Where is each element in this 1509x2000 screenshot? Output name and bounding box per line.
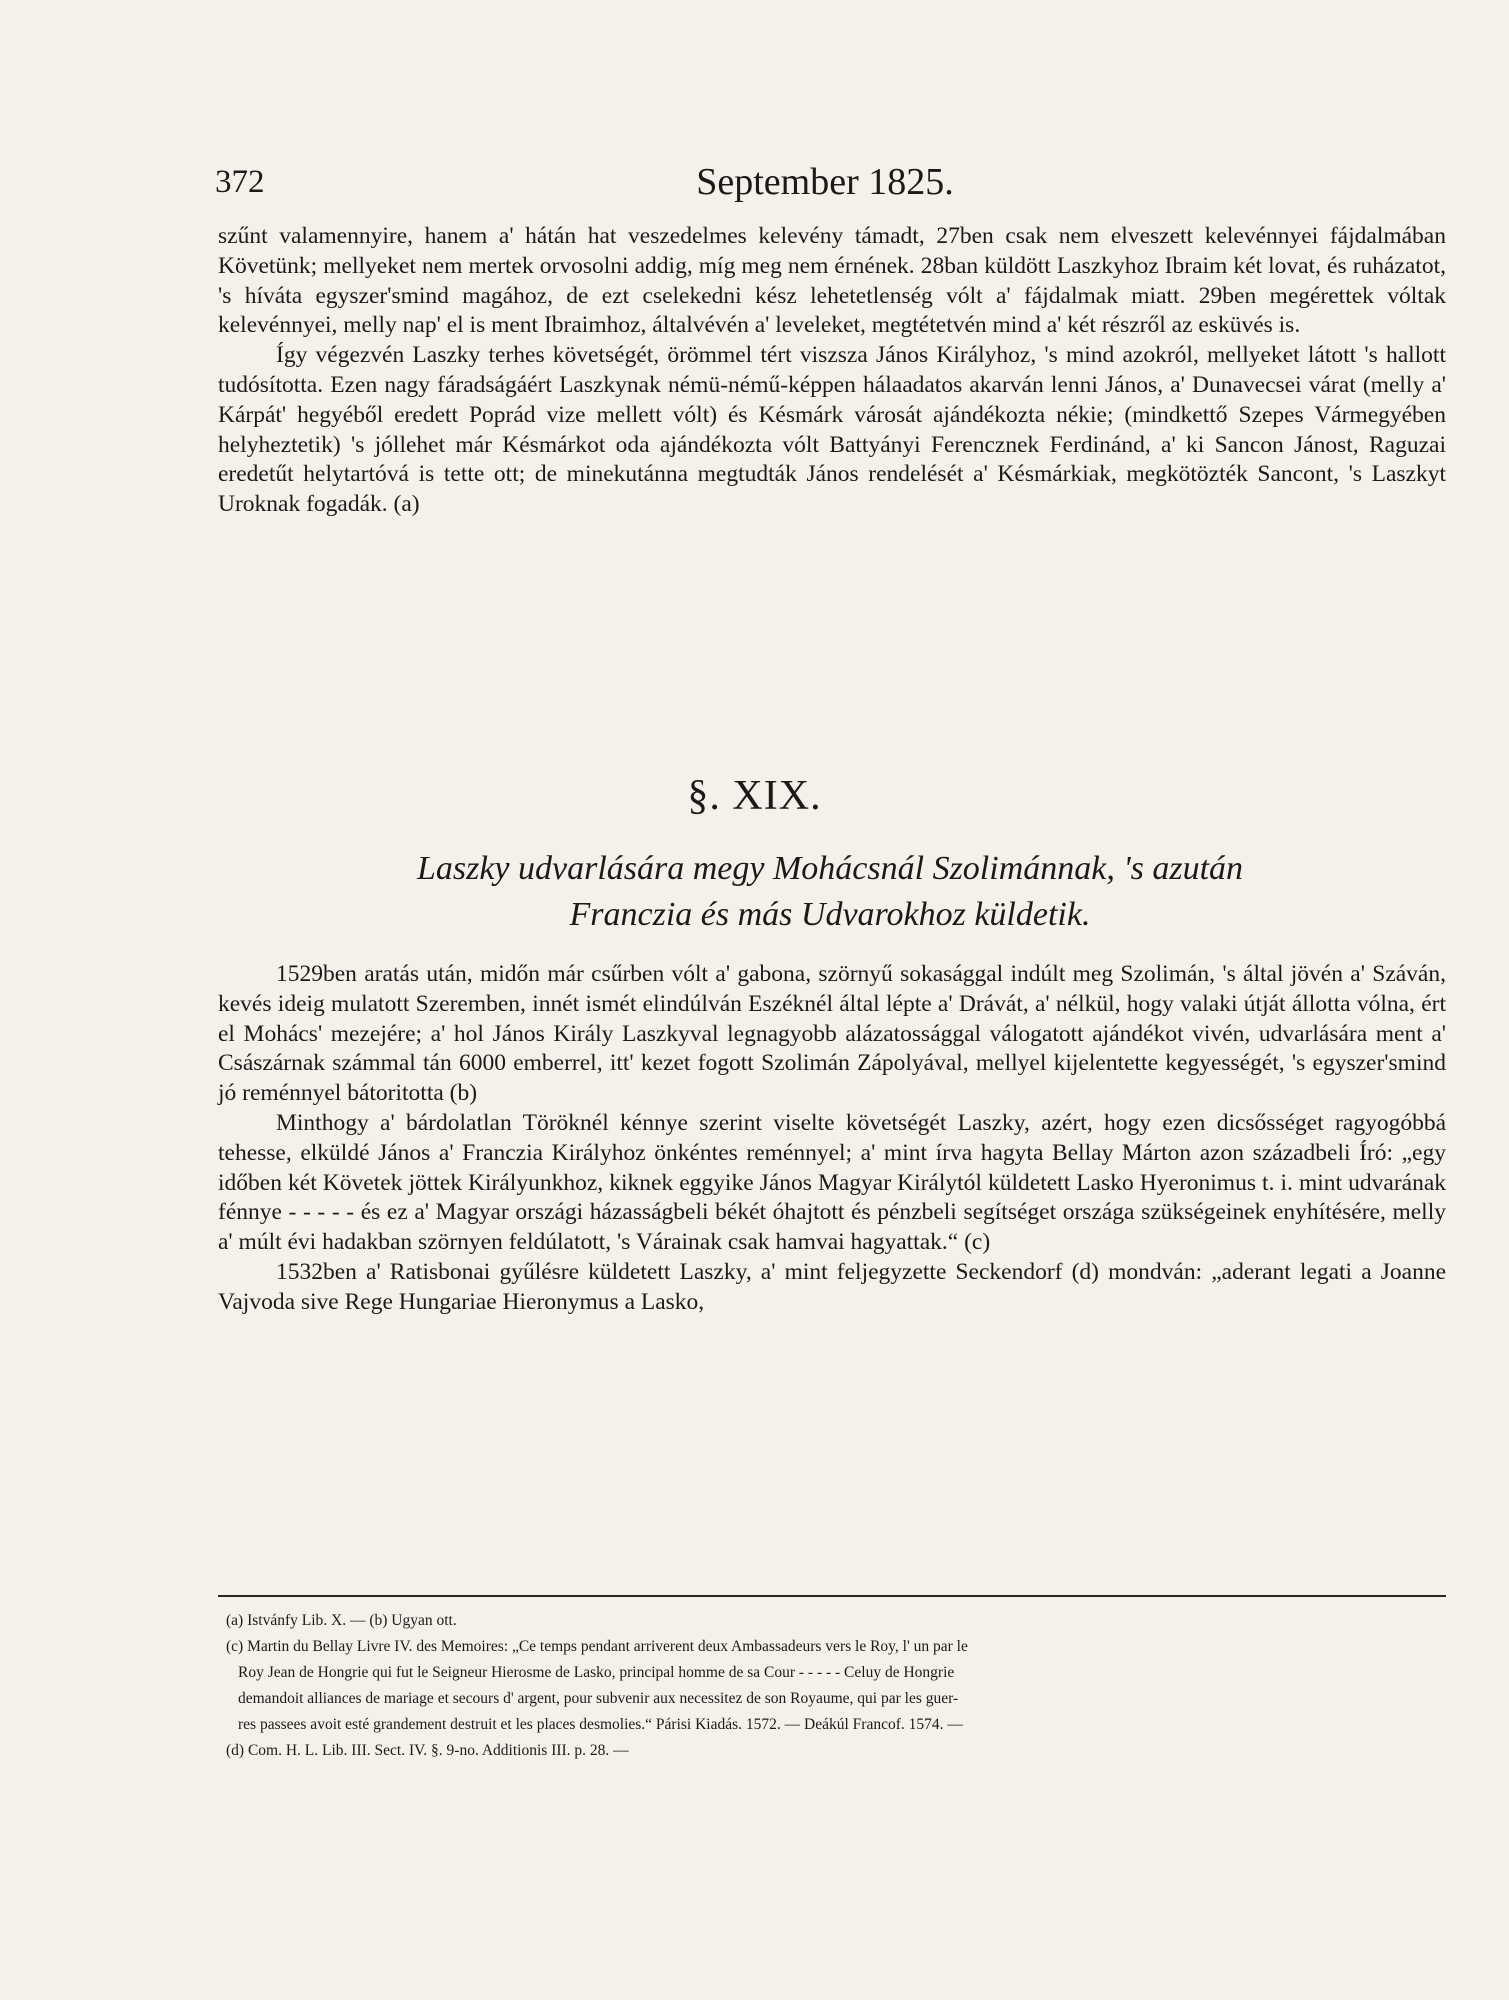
section-title-line: Laszky udvarlására megy Mohácsnál Szolimánnak, 's azután bbox=[416, 850, 1244, 887]
running-title: September 1825. bbox=[696, 161, 954, 203]
text-block-bottom bbox=[218, 960, 1446, 1318]
paragraph: Így végezvén Laszky terhes követségét, örömmel tért viszsza János Királyhoz, 's mind azokról, mellyeket látott 's hallott tudósította. Ezen nagy fáradságáért Laszkynak némü-némű-képpen hálaadatos akarván lenni János, a' Dunavecsei várat (melly a' Kárpát' hegyéből eredett Poprád vize mellett vólt) és Késmárk városát ajándékozta nékie; (mindkettő Szepes Vármegyében helyheztetik) 's jóllehet már Késmárkot oda ajándékozta vólt Battyányi Ferencznek Ferdinánd, a' ki Sancon Jánost, Raguzai eredetűt helytartóvá is tette ott; de minekutánna megtudták János rendelését a' Késmárkiak, megkötözték Sancont, 's Laszkyt Uroknak fogadák. (a) bbox=[218, 342, 1446, 518]
footnotes bbox=[226, 1608, 1444, 1764]
page-header bbox=[215, 160, 1435, 220]
footnote-line: Roy Jean de Hongrie qui fut le Seigneur Hierosme de Lasko, principal homme de sa Cour - - - - - Celuy de Hongrie bbox=[238, 1664, 955, 1681]
footnote-line: demandoit alliances de mariage et secours d' argent, pour subvenir aux necessitez de son Royaume, qui par les guer- bbox=[238, 1690, 959, 1707]
paragraph: Minthogy a' bárdolatlan Töröknél kénnye szerint viselte követségét Laszky, azért, hogy ezen dicsősséget ragyogóbbá tehesse, elküldé János a' Franczia Királyhoz önkéntes reménnyel; a' mint írva hagyta Bellay Márton azon századbeli Író: „egy időben két Követek jöttek Királyunkhoz, kiknek eggyike János Magyar Királytól küldetett Lasko Hyeronimus t. i. mint udvarának fénnye - - - - - és ez a' Magyar országi házasságbeli békét óhajtott és pénzbeli segítséget országa szükségeinek enyhítésére, melly a' múlt évi hadakban szörnyen feldúlatott, 's Várainak csak hamvai hagyattak.“ (c) bbox=[218, 1109, 1446, 1256]
footnote: (c) Martin du Bellay Livre IV. des Memoires: „Ce temps pendant arriverent deux Ambassadeurs vers le Roy, l' un par le bbox=[226, 1638, 968, 1655]
paragraph: 1532ben a' Ratisbonai gyűlésre küldetett Laszky, a' mint feljegyzette Seckendorf (d) mondván: „aderant legati a Joanne Vajvoda sive Rege Hungariae Hieronymus a Lasko, bbox=[218, 1258, 1446, 1315]
paragraph-continuation: szűnt valamennyire, hanem a' hátán hat veszedelmes kelevény támadt, 27ben csak nem elveszett kelevénnyei fájdalmában Követünk; mellyeket nem mertek orvosolni addig, míg meg nem érnének. 28ban küldött Laszkyhoz Ibraim két lovat, és ruházatot, 's híváta egyszer'smind magához, de ezt cselekedni kész lehetetlenség vólt a' fájdalmak miatt. 29ben megérettek vóltak kelevénnyei, melly nap' el is ment Ibraimhoz, általvévén a' leveleket, megtétetvén mind a' két részről az esküvés is. bbox=[218, 223, 1446, 339]
text-block-top bbox=[218, 222, 1446, 520]
footnote-divider bbox=[218, 1595, 1446, 1597]
footnote: (d) Com. H. L. Lib. III. Sect. IV. §. 9-no. Additionis III. p. 28. — bbox=[226, 1742, 629, 1759]
section-title-line: Franczia és más Udvarokhoz küldetik. bbox=[569, 896, 1091, 933]
section-number: §. XIX. bbox=[687, 773, 822, 819]
footnote: (a) Istvánfy Lib. X. — (b) Ugyan ott. bbox=[226, 1612, 457, 1629]
page-number: 372 bbox=[215, 164, 265, 200]
paragraph: 1529ben aratás után, midőn már csűrben vólt a' gabona, szörnyű sokasággal indúlt meg Szolimán, 's által jövén a' Száván, kevés ideig mulatott Szeremben, innét ismét elindúlván Eszéknél által lépte a' Drávát, a' nélkül, hogy valaki útját állotta vólna, ért el Mohács' mezejére; a' hol János Király Laszkyval legnagyobb alázatossággal válogatott ajándékot vivén, udvarlására ment a' Császárnak számmal tán 6000 emberrel, itt' kezet fogott Szolimán Zápolyával, mellyel kijelentette kegyességét, 's egyszer'smind jó reménnyel bátoritotta (b) bbox=[218, 961, 1446, 1107]
section-title bbox=[220, 846, 1440, 938]
footnote-line: res passees avoit esté grandement destruit et les places desmolies.“ Párisi Kiadás. 1572. — Deákúl Francof. 1574. — bbox=[238, 1716, 963, 1733]
